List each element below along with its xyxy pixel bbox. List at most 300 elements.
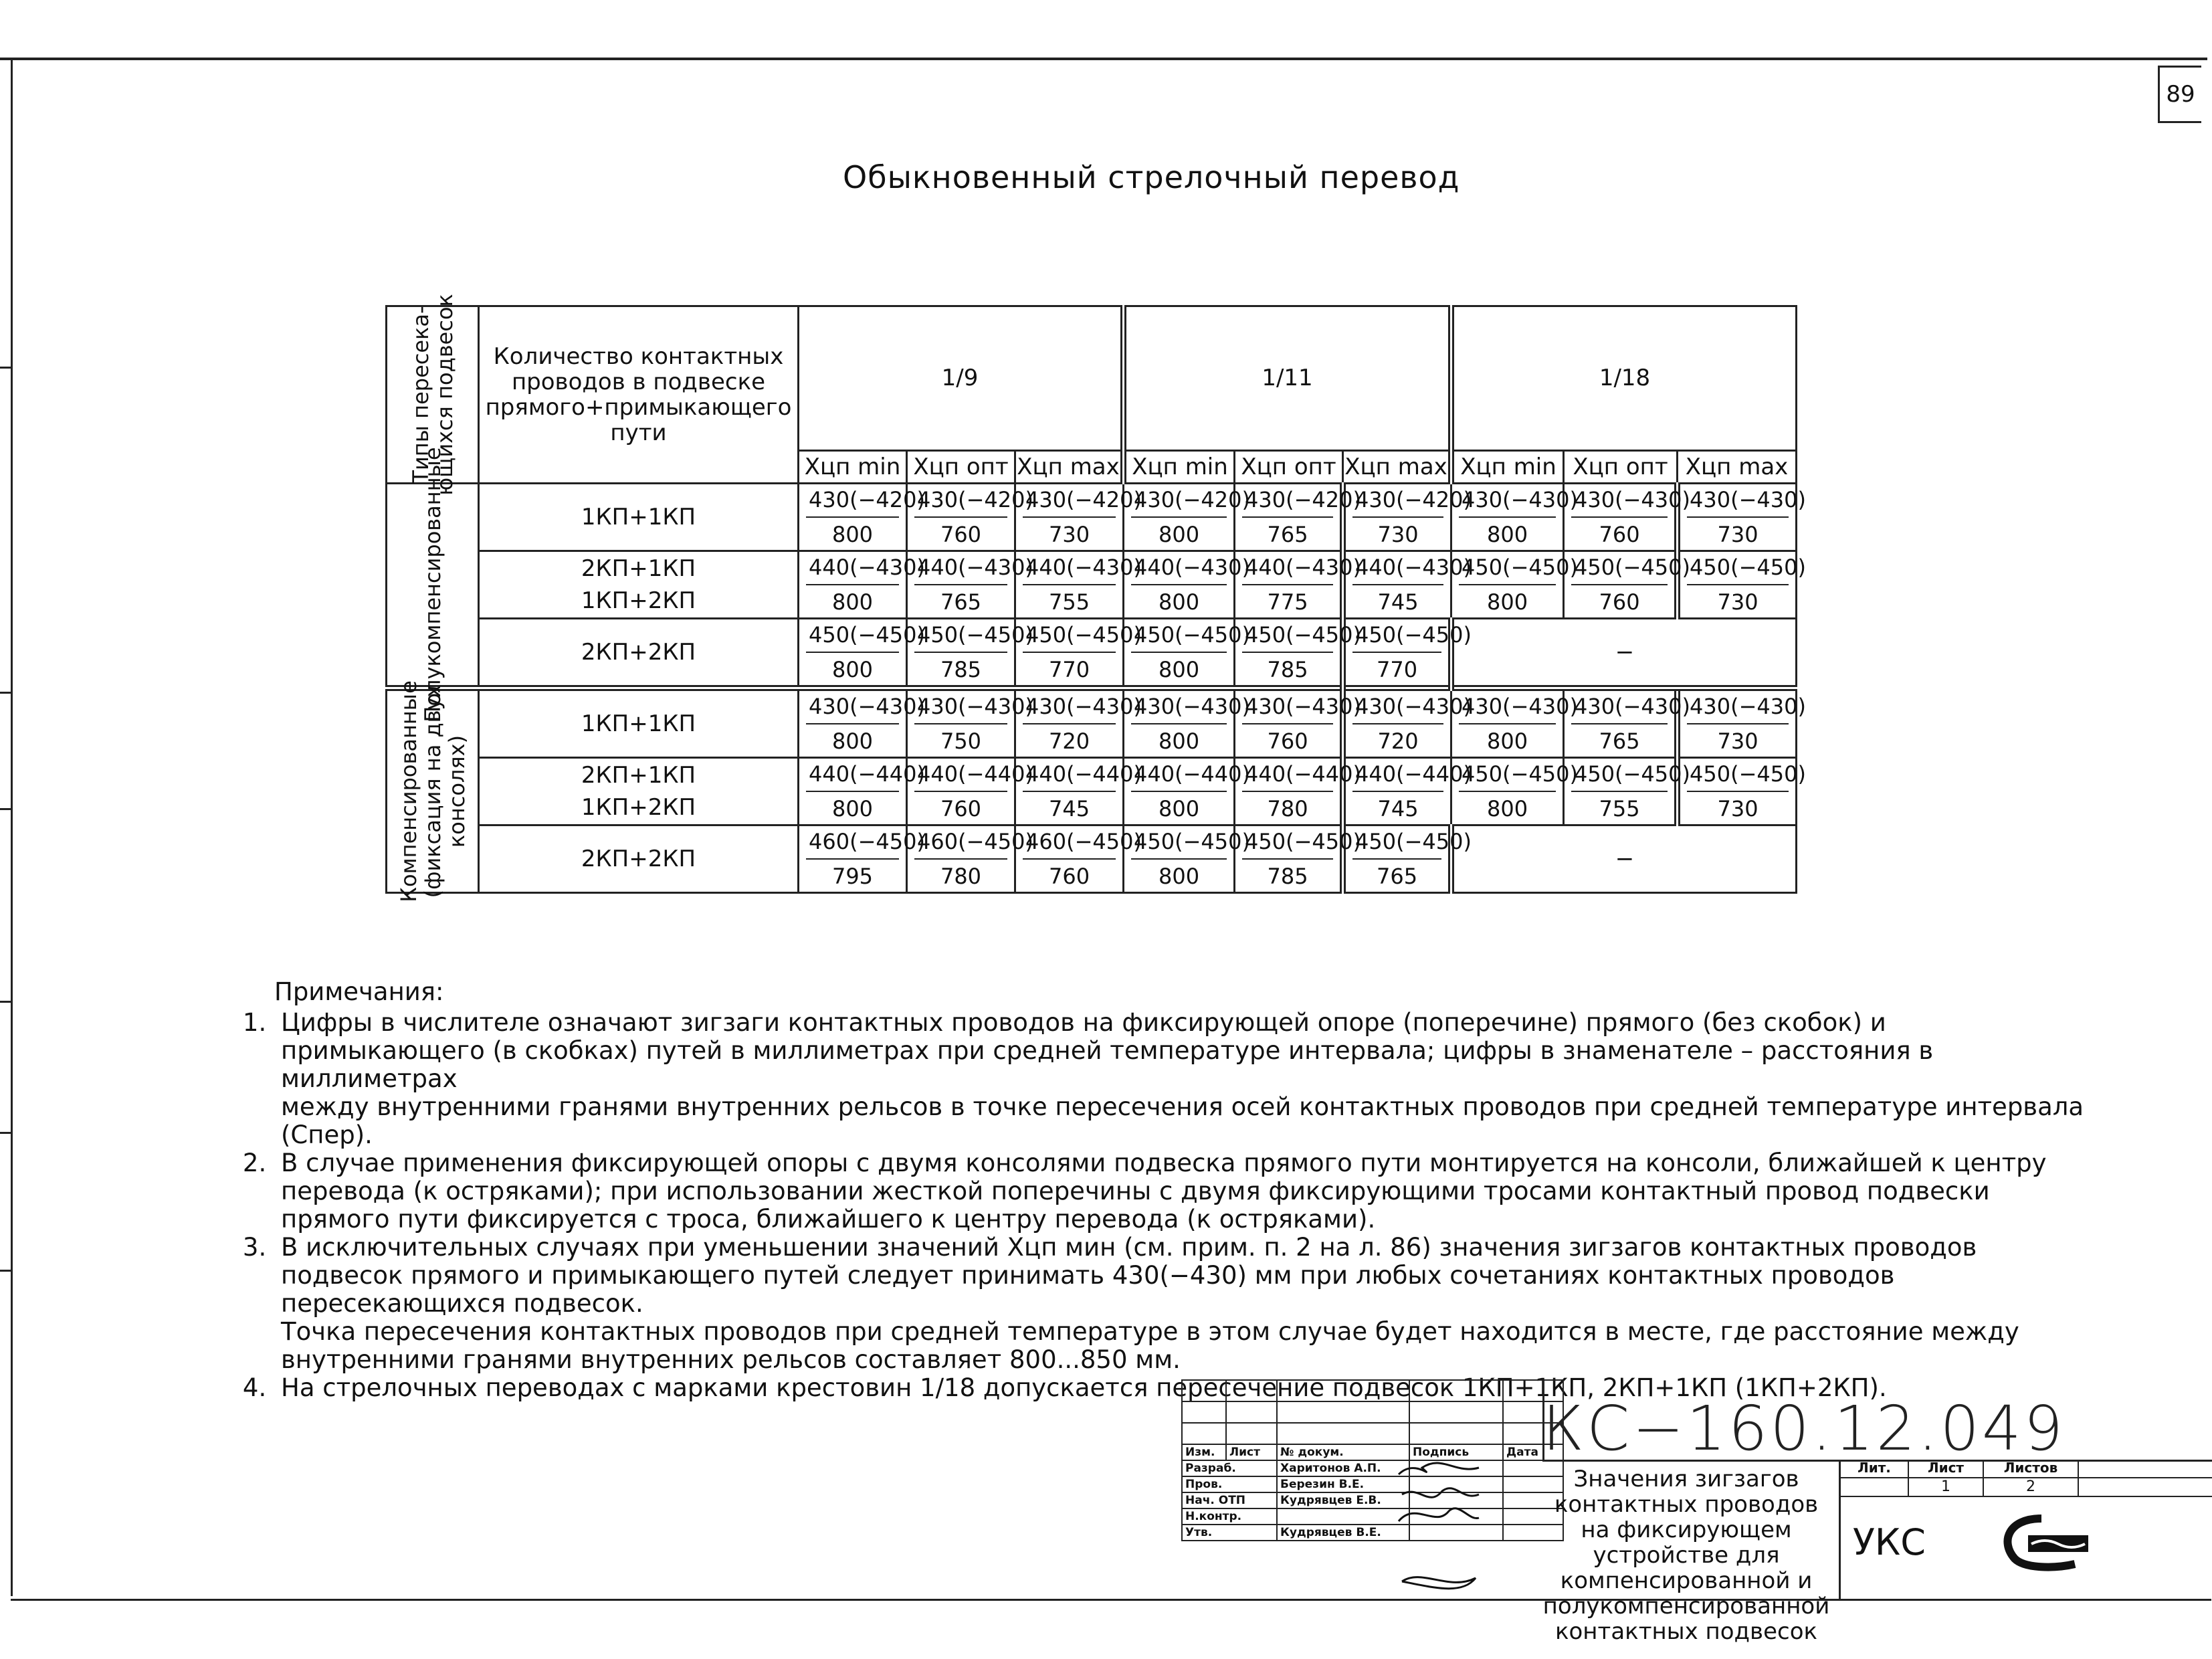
distance-value: 770 (1376, 657, 1418, 682)
document-code: КС−160.12.049 (1542, 1393, 2066, 1464)
value-fraction (1680, 552, 1806, 617)
value-cell (1564, 758, 1690, 825)
zigzag-value: 460(−450) (914, 826, 1007, 860)
distance-value: 765 (1376, 864, 1418, 889)
value-cell (799, 825, 925, 893)
value-cell (907, 484, 1033, 551)
value-fraction (1452, 552, 1578, 617)
value-fraction (799, 759, 925, 824)
wire-combination (479, 551, 799, 619)
sheet-value-cell (1841, 1478, 1909, 1496)
zigzag-value: 450(−450) (1459, 759, 1556, 792)
stamp-blank-row (1182, 1423, 1563, 1444)
title-block-stamp (1181, 1379, 2212, 1645)
distance-value: 800 (831, 522, 874, 547)
document-title: Значения зигзагов контактных проводов на фиксирующем устройстве для компенсированной и полукомпенсированной контактных подвесок (1542, 1466, 1830, 1645)
note-line: примыкающего (в скобках) путей в миллиметрах при средней температуре интервала; цифры в знаменателе – расстояния в миллиметрах (281, 1036, 1934, 1093)
distance-value: 785 (1267, 657, 1308, 682)
zigzag-value: 450(−450) (914, 619, 1007, 653)
section-label (387, 447, 479, 722)
sheet-values (1841, 1478, 2212, 1497)
value-cell (1564, 484, 1690, 551)
value-cell (1343, 825, 1472, 893)
group-header-1: 1/9 (799, 306, 1124, 451)
edge-tick (0, 367, 11, 369)
distance-value: 730 (1377, 522, 1419, 547)
page-number: 89 (2158, 66, 2201, 123)
value-cell (1015, 619, 1142, 688)
distance-value: 800 (831, 589, 874, 615)
note-line: 3. В исключительных случаях при уменьшении значений Хцп мин (см. прим. п. 2 на л. 86) значения зигзагов контактных проводов (281, 1233, 1977, 1262)
distance-value: 800 (1158, 796, 1200, 821)
value-cell (1678, 688, 1806, 758)
value-fraction (1016, 552, 1142, 617)
stamp-header-cell: № докум. (1277, 1444, 1409, 1460)
value-fraction (799, 552, 925, 617)
staff-name: Березин В.Е. (1277, 1476, 1409, 1492)
distance-value: 755 (1599, 796, 1640, 821)
zigzag-value: 430(−430) (1242, 691, 1333, 724)
stamp-blank-cell (1182, 1423, 1226, 1444)
distance-value: 730 (1717, 728, 1758, 754)
value-cell (1015, 758, 1142, 825)
value-cell (1015, 688, 1142, 758)
distance-value: 800 (831, 657, 874, 682)
zigzag-value: 440(−440) (1352, 759, 1443, 792)
stamp-staff-row (1182, 1525, 1563, 1541)
subheader-cell: Хцп min (1124, 450, 1235, 483)
value-fraction (799, 484, 925, 550)
zigzag-value: 430(−430) (914, 691, 1007, 724)
distance-value: 720 (1377, 728, 1419, 754)
note-item (274, 1009, 2100, 1149)
zigzag-value: 430(−420) (1131, 484, 1227, 518)
wire-combination-line: 2КП+2КП (581, 639, 696, 666)
value-cell (1343, 484, 1472, 551)
group-header-2: 1/11 (1124, 306, 1451, 451)
sheet-value-cell: 2 (1984, 1478, 2079, 1496)
sheet-value-cell: 1 (1909, 1478, 1984, 1496)
value-cell (1124, 758, 1250, 825)
value-cell (799, 619, 925, 688)
distance-value: 755 (1048, 589, 1090, 615)
wire-combination-line: 1КП+2КП (581, 794, 696, 821)
distance-value: 745 (1377, 796, 1419, 821)
stamp-header-cell: Подпись (1409, 1444, 1503, 1460)
subheader-cell: Хцп max (1015, 450, 1124, 483)
value-fraction (1346, 484, 1472, 550)
value-fraction (908, 552, 1033, 617)
distance-value: 760 (1267, 728, 1308, 754)
section-label-text: Компенсированные (фиксация на двух консолях) (395, 680, 470, 902)
value-fraction (1235, 826, 1361, 892)
zigzag-value: 430(−430) (1571, 484, 1668, 518)
zigzag-value: 450(−450) (1131, 826, 1227, 860)
stamp-blank-cell (1226, 1423, 1277, 1444)
note-item (274, 1149, 2100, 1234)
note-line: подвесок прямого и примыкающего путей следует принимать 430(−430) мм при любых сочетаниях контактных проводов пересекающихся подвесок. (281, 1261, 1895, 1318)
stamp-blank-cell (1277, 1401, 1409, 1423)
zigzag-value: 450(−450) (1352, 826, 1441, 860)
zigzag-value: 450(−450) (806, 619, 899, 653)
value-fraction (1124, 552, 1250, 617)
value-fraction (1016, 691, 1142, 757)
zigzag-value: 440(−440) (914, 759, 1007, 792)
value-cell (1235, 551, 1361, 619)
staff-name: Харитонов А.П. (1277, 1460, 1409, 1476)
zigzag-value: 430(−430) (1352, 691, 1443, 724)
value-fraction (1235, 759, 1361, 824)
value-cell (1678, 484, 1806, 551)
value-fraction (1124, 619, 1250, 685)
distance-value: 795 (831, 864, 874, 889)
value-fraction (1452, 759, 1578, 824)
value-cell (1015, 484, 1142, 551)
value-fraction (1565, 484, 1690, 550)
value-cell (1235, 758, 1361, 825)
staff-role: Пров. (1182, 1476, 1277, 1492)
zigzag-value: 460(−450) (1023, 826, 1116, 860)
distance-value: 745 (1377, 589, 1419, 615)
stamp-blank-cell (1277, 1423, 1409, 1444)
distance-value: 800 (1486, 522, 1528, 547)
value-cell (1678, 551, 1806, 619)
note-item (274, 1234, 2100, 1374)
value-fraction (1124, 691, 1250, 757)
value-cell (1451, 551, 1578, 619)
zigzag-value: 450(−450) (1571, 552, 1668, 585)
distance-value: 745 (1048, 796, 1090, 821)
zigzag-value: 430(−420) (914, 484, 1007, 518)
zigzag-value: 460(−450) (806, 826, 899, 860)
stamp-header-cell: Дата (1503, 1444, 1563, 1460)
zigzag-value: 430(−430) (1571, 691, 1668, 724)
distance-value: 730 (1048, 522, 1090, 547)
stamp-staff-row (1182, 1492, 1563, 1508)
stamp-blank-cell (1226, 1380, 1277, 1401)
distance-value: 770 (1048, 657, 1090, 682)
zigzag-value: 430(−430) (1131, 691, 1227, 724)
value-cell (799, 484, 925, 551)
value-fraction (908, 691, 1033, 757)
subheader-cell: Хцп min (1451, 450, 1564, 483)
value-fraction (1680, 484, 1806, 550)
note-line: перевода (к остряками); при использовании жесткой поперечины с двумя фиксирующими тросами контактный провод подвески (281, 1177, 1990, 1205)
value-cell (1235, 688, 1361, 758)
value-fraction (1680, 759, 1806, 824)
value-fraction (1235, 691, 1361, 757)
staff-name (1277, 1508, 1409, 1525)
note-line: Точка пересечения контактных проводов при средней температуре в этом случае будет находится в месте, где расстояние между (281, 1317, 2019, 1346)
value-fraction (1016, 484, 1142, 550)
sheet-header-cell: Листов (1984, 1460, 2079, 1477)
value-fraction (799, 826, 925, 892)
staff-name: Кудрявцев В.Е. (1277, 1525, 1409, 1541)
value-fraction (1346, 619, 1472, 685)
value-fraction (1124, 826, 1250, 892)
distance-value: 800 (831, 796, 874, 821)
value-cell (1124, 688, 1250, 758)
stamp-blank-cell (1226, 1401, 1277, 1423)
value-cell (1451, 758, 1578, 825)
stamp-staff-row (1182, 1460, 1563, 1476)
value-fraction (908, 759, 1033, 824)
distance-value: 800 (831, 728, 874, 754)
notes-list (227, 1009, 2100, 1402)
stamp-blank-row (1182, 1380, 1563, 1401)
value-cell (1124, 551, 1250, 619)
value-fraction (1346, 552, 1472, 617)
value-cell (1015, 551, 1142, 619)
empty-dash-cell: − (1451, 825, 1797, 893)
distance-value: 800 (1486, 796, 1528, 821)
note-line: между внутренними гранями внутренних рельсов в точке пересечения осей контактных проводов при средней температуре интервала (Спер). (281, 1092, 2084, 1149)
zigzag-value: 450(−450) (1242, 619, 1333, 653)
zigzag-value: 450(−450) (1242, 826, 1333, 860)
distance-value: 800 (1486, 589, 1528, 615)
value-cell (1235, 619, 1361, 688)
subheader-cell: Хцп min (799, 450, 907, 483)
zigzag-value: 440(−430) (806, 552, 899, 585)
zigzag-value: 430(−420) (1242, 484, 1333, 518)
value-fraction (1235, 619, 1361, 685)
sheet-header-cell: Лит. (1841, 1460, 1909, 1477)
subheader-cell: Хцп max (1678, 450, 1797, 483)
wire-combination (479, 619, 799, 688)
organization-logo-icon (1995, 1512, 2095, 1572)
zigzag-value: 430(−420) (806, 484, 899, 518)
frame-top-line (0, 58, 2207, 60)
zigzag-table (385, 294, 1806, 902)
note-line: 1. Цифры в числителе означают зигзаги контактных проводов на фиксирующей опоре (поперечине) прямого (без скобок) и (281, 1008, 1886, 1037)
distance-value: 800 (1158, 657, 1200, 682)
zigzag-value: 450(−450) (1459, 552, 1556, 585)
value-fraction (799, 691, 925, 757)
zigzag-value: 430(−430) (1687, 484, 1789, 518)
table-row (387, 825, 1797, 893)
edge-tick (0, 1001, 11, 1003)
notes-block (227, 978, 2100, 1402)
group-header-3: 1/18 (1451, 306, 1797, 451)
subheader-cell: Хцп опт (1235, 450, 1343, 483)
value-cell (1343, 758, 1472, 825)
header-row (387, 306, 1797, 451)
value-fraction (1124, 759, 1250, 824)
zigzag-value: 430(−420) (1352, 484, 1443, 518)
stamp-blank-cell (1409, 1423, 1503, 1444)
zigzag-value: 440(−440) (1242, 759, 1333, 792)
value-cell (907, 825, 1033, 893)
distance-value: 730 (1717, 589, 1758, 615)
zigzag-value: 450(−450) (1023, 619, 1116, 653)
distance-value: 720 (1048, 728, 1090, 754)
value-cell (1343, 688, 1472, 758)
zigzag-value: 440(−430) (1023, 552, 1116, 585)
distance-value: 800 (1158, 728, 1200, 754)
zigzag-value: 440(−430) (1352, 552, 1443, 585)
edge-tick (0, 1270, 11, 1272)
zigzag-value: 440(−430) (1242, 552, 1333, 585)
table-row (387, 551, 1797, 619)
zigzag-value: 430(−430) (1459, 484, 1556, 518)
subheader-cell: Хцп max (1343, 450, 1451, 483)
staff-role: Нач. ОТП (1182, 1492, 1277, 1508)
note-line: прямого пути фиксируется с троса, ближайшего к центру перевода (к остряками). (281, 1205, 1376, 1234)
table-row (387, 484, 1797, 551)
value-cell (1451, 688, 1578, 758)
distance-value: 800 (1158, 522, 1200, 547)
wire-combination-line: 1КП+1КП (581, 504, 696, 530)
value-cell (1235, 825, 1361, 893)
wire-combination (479, 825, 799, 893)
distance-value: 760 (940, 522, 982, 547)
page-title: Обыкновенный стрелочный перевод (843, 159, 1460, 195)
distance-value: 750 (940, 728, 982, 754)
stamp-staff-row (1182, 1476, 1563, 1492)
value-fraction (1235, 552, 1361, 617)
stamp-blank-cell (1409, 1380, 1503, 1401)
zigzag-value: 450(−450) (1687, 759, 1789, 792)
empty-dash-cell: − (1451, 619, 1797, 688)
wire-combination-line: 1КП+1КП (581, 710, 696, 737)
distance-value: 760 (940, 796, 982, 821)
value-cell (1564, 688, 1690, 758)
value-cell (1124, 484, 1250, 551)
value-fraction (1346, 691, 1472, 757)
value-fraction (908, 484, 1033, 550)
value-fraction (799, 619, 925, 685)
value-fraction (1016, 759, 1142, 824)
distance-value: 760 (1048, 864, 1090, 889)
zigzag-value: 440(−440) (806, 759, 899, 792)
value-fraction (1124, 484, 1250, 550)
subheader-cell: Хцп опт (907, 450, 1015, 483)
value-fraction (1565, 691, 1690, 757)
staff-name: Кудрявцев Е.В. (1277, 1492, 1409, 1508)
note-line: 4. На стрелочных переводах с марками крестовин 1/18 допускается пересечение подвесок 1КП+1КП, 2КП+1КП (1КП+2КП). (281, 1373, 1887, 1402)
zigzag-value: 450(−450) (1352, 619, 1441, 653)
zigzag-value: 430(−420) (1023, 484, 1116, 518)
organization-name: УКС (1853, 1521, 1926, 1563)
value-fraction (1346, 759, 1472, 824)
wire-combination (479, 688, 799, 758)
value-cell (1015, 825, 1142, 893)
value-fraction (1565, 552, 1690, 617)
signatures-icon (1395, 1454, 1482, 1595)
edge-tick (0, 692, 11, 694)
distance-value: 800 (1486, 728, 1528, 754)
value-cell (1678, 758, 1806, 825)
stamp-sheet-box (1839, 1460, 2212, 1600)
distance-value: 800 (1158, 864, 1200, 889)
value-cell (799, 758, 925, 825)
distance-value: 780 (940, 864, 982, 889)
value-cell (1124, 619, 1250, 688)
distance-value: 785 (1267, 864, 1308, 889)
value-fraction (1452, 484, 1578, 550)
value-cell (1343, 619, 1472, 688)
stamp-blank-cell (1182, 1380, 1226, 1401)
value-fraction (1680, 691, 1806, 757)
value-cell (1124, 825, 1250, 893)
notes-heading: Примечания: (274, 977, 444, 1006)
type-column-header-text: Типы пересека- ющихся подвесок (407, 294, 458, 496)
table-row (387, 688, 1797, 758)
stamp-header-row (1182, 1444, 1563, 1460)
zigzag-value: 450(−450) (1571, 759, 1668, 792)
distance-value: 730 (1717, 796, 1758, 821)
staff-role: Утв. (1182, 1525, 1277, 1541)
zigzag-value: 440(−430) (1131, 552, 1227, 585)
stamp-blank-cell (1277, 1380, 1409, 1401)
value-cell (1564, 551, 1690, 619)
value-cell (907, 619, 1033, 688)
staff-role: Разраб. (1182, 1460, 1277, 1476)
stamp-blank-cell (1182, 1401, 1226, 1423)
sheet-headers (1841, 1460, 2212, 1478)
distance-value: 765 (1599, 728, 1640, 754)
zigzag-value: 450(−450) (1131, 619, 1227, 653)
value-cell (1343, 551, 1472, 619)
stamp-blank-cell (1409, 1401, 1503, 1423)
distance-value: 760 (1599, 589, 1640, 615)
value-fraction (1235, 484, 1361, 550)
zigzag-value: 450(−450) (1687, 552, 1789, 585)
value-fraction (908, 619, 1033, 685)
wire-combination (479, 484, 799, 551)
zigzag-value: 430(−430) (1687, 691, 1789, 724)
value-cell (1451, 484, 1578, 551)
value-fraction (1016, 826, 1142, 892)
wire-combination-line: 1КП+2КП (581, 587, 696, 614)
distance-value: 780 (1267, 796, 1308, 821)
table-row (387, 619, 1797, 688)
wire-combination-line: 2КП+1КП (581, 762, 696, 789)
value-fraction (908, 826, 1033, 892)
value-fraction (1346, 826, 1472, 892)
value-fraction (1565, 759, 1690, 824)
edge-tick (0, 808, 11, 810)
distance-value: 730 (1717, 522, 1758, 547)
value-cell (907, 758, 1033, 825)
frame-left-line (11, 58, 13, 1596)
value-cell (907, 551, 1033, 619)
value-cell (799, 688, 925, 758)
zigzag-value: 430(−430) (806, 691, 899, 724)
stamp-header-cell: Изм. (1182, 1444, 1226, 1460)
sheet-header-cell: Лист (1909, 1460, 1984, 1477)
value-cell (907, 688, 1033, 758)
note-line: внутренними гранями внутренних рельсов составляет 800...850 мм. (281, 1345, 1181, 1374)
section-label (387, 680, 479, 902)
distance-value: 800 (1158, 589, 1200, 615)
edge-tick (0, 1132, 11, 1134)
distance-value: 760 (1599, 522, 1640, 547)
value-cell (1235, 484, 1361, 551)
stamp-staff-row (1182, 1508, 1563, 1525)
section-label-text: Полукомпенсированные (419, 447, 445, 722)
wire-combination (479, 758, 799, 825)
value-fraction (1452, 691, 1578, 757)
wire-combination-line: 2КП+1КП (581, 555, 696, 582)
note-line: 2. В случае применения фиксирующей опоры с двумя консолями подвеска прямого пути монтируется на консоли, ближайшей к центру (281, 1149, 2047, 1177)
distance-value: 765 (940, 589, 982, 615)
stamp-header-cell: Лист (1226, 1444, 1277, 1460)
wire-combination-line: 2КП+2КП (581, 846, 696, 872)
zigzag-value: 440(−430) (914, 552, 1007, 585)
table-row (387, 758, 1797, 825)
zigzag-value: 440(−440) (1023, 759, 1116, 792)
